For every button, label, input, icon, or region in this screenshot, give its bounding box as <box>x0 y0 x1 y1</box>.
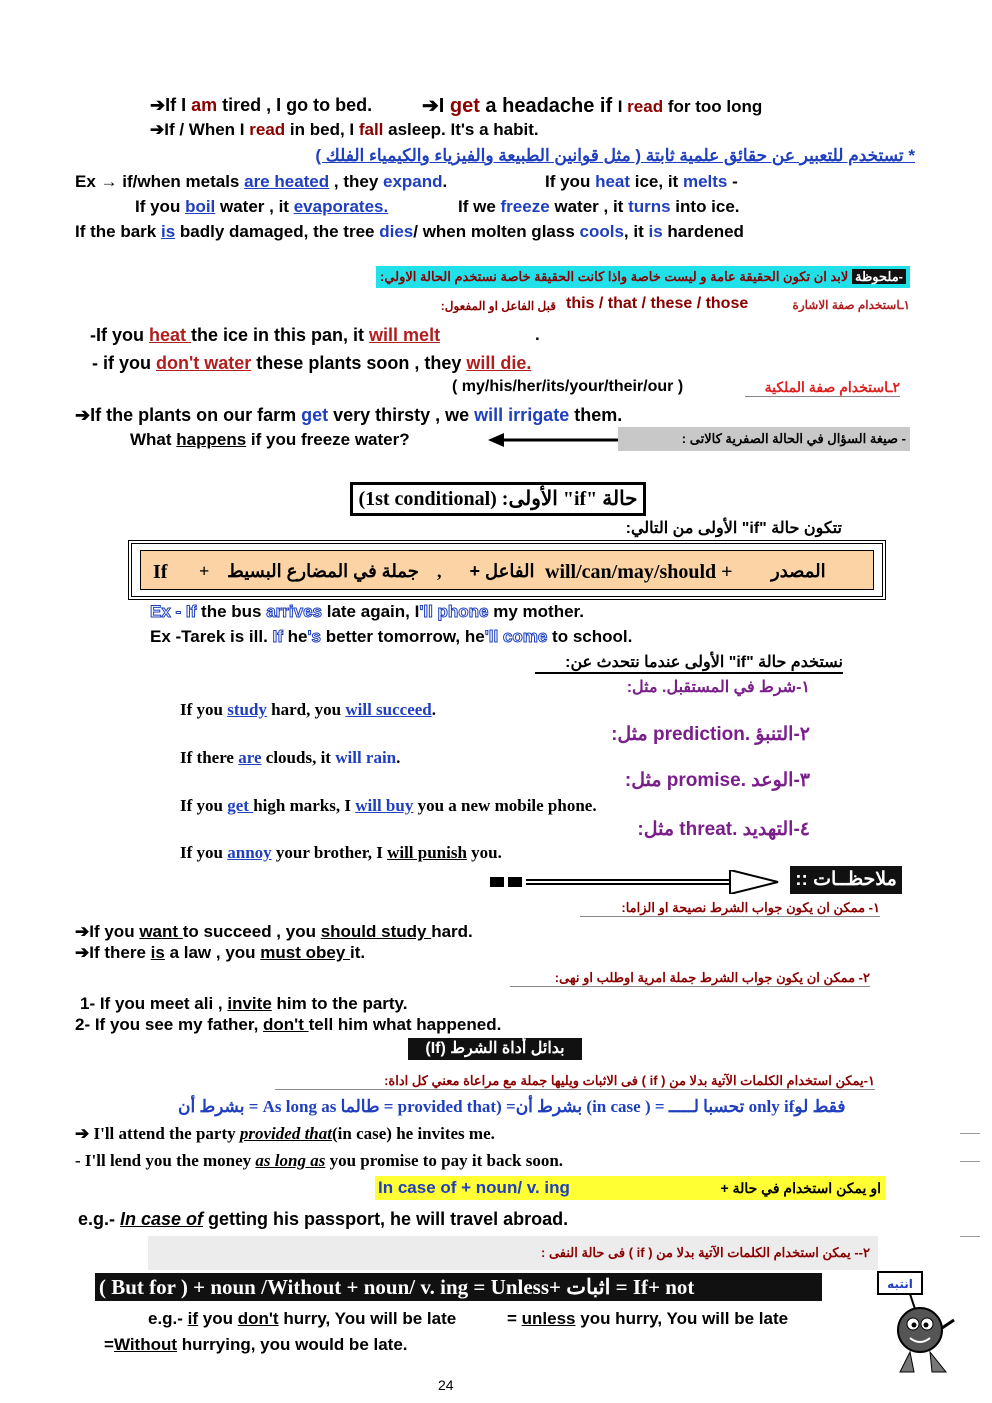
notes-n2-ex2: 2- If you see my father, don't tell him what happened. <box>75 1015 502 1034</box>
alternatives-rule2: ٢-- يمكن استخدام الكلمات الآتية بدلا من ( if ) فى حالة النفى : <box>148 1236 878 1270</box>
note1-label: -ملحوظة <box>852 269 906 284</box>
formula-modal: will/can/may/should + <box>545 561 733 583</box>
note1-poss-words: ( my/his/her/its/your/their/our ) <box>452 378 684 395</box>
formula-base: المصدر <box>771 561 826 581</box>
formula-box <box>128 540 886 600</box>
use-example-3: If you get high marks, I will buy you a new mobile phone. <box>180 796 597 815</box>
use-example-4: If you annoy your brother, I will punish you. <box>180 843 502 862</box>
note1-question-label: - صيغة السؤال في الحالة الصفرية كالاتى : <box>618 427 910 451</box>
intro-line-2: ➔If / When I read in bed, I fall asleep. It's a habit. <box>150 120 539 139</box>
intro-line-3: * تستخدم للتعبير عن حقائق علمية ثابتة ( مثل قوانين الطبيعة والفيزياء والكيمياء الفلك ) <box>315 146 915 165</box>
incase-bar <box>375 1176 885 1200</box>
first-conditional-title-box <box>350 482 646 516</box>
note1-ex1: -If you heat the ice in this pan, it will melt <box>90 325 441 345</box>
note1-demo-label: ١ـاستخدام صفة الاشارة <box>792 298 910 312</box>
note1-question: What happens if you freeze water? <box>130 430 410 449</box>
intro-line-5a: If you boil water , it evaporates. <box>135 197 389 216</box>
incase-formula: In case of + noun/ v. ing <box>378 1178 570 1197</box>
formula-present: جملة في المضارع البسيط <box>227 561 419 581</box>
note1-ex3: ➔If the plants on our farm get very thirsty , we will irrigate them. <box>75 405 623 425</box>
notes-n2-ex1: 1- If you meet ali , invite him to the party. <box>80 994 408 1013</box>
use-label-1: ١-شرط في المستقبل. مثل: <box>626 679 810 696</box>
note1-poss-label: ٢ـاستخدام صفة الملكية <box>745 379 900 397</box>
forms-from: تتكون حالة "if" الأولى من التالي: <box>625 520 842 537</box>
alternatives-ex2: - I'll lend you the money as long as you promise to pay it back soon. <box>75 1151 564 1170</box>
notes-n1-ex1: ➔If you want to succeed , you should study hard. <box>75 922 473 941</box>
formula-comma: , <box>437 561 442 581</box>
mascot-label: انتبه <box>887 1277 913 1291</box>
alternatives-ex1: ➔ I'll attend the party provided that(in case) he invites me. <box>75 1124 495 1143</box>
notes-n1-ex2: ➔If there is a law , you must obey it. <box>75 943 366 962</box>
intro-line-4a: Ex → if/when metals are heated , they expand. <box>75 172 448 191</box>
use-example-1: If you study hard, you will succeed. <box>180 700 436 719</box>
alternatives-rule1: ١-يمكن استخدام الكلمات الآتية بدلا من ( if ) فى الاثبات ويليها جملة مع مراعاة معني كل اداة: <box>275 1073 875 1090</box>
use-label-2: ٢-التنبؤ .prediction مثل: <box>611 724 810 745</box>
incase-arabic: او يمكن استخدام في حالة + <box>720 1180 881 1196</box>
use-label-3: ٣-الوعد .promise مثل: <box>624 770 810 791</box>
formula-if: If <box>153 561 168 583</box>
margin-mark <box>960 1236 980 1237</box>
negative-bar: ( But for ) + noun /Without + noun/ v. ing = Unless+ اثبات = If+ not <box>95 1273 822 1301</box>
margin-mark <box>960 1133 980 1134</box>
formula-subject: الفاعل + <box>469 561 535 581</box>
intro-line-4b: If you heat ice, it melts - <box>545 172 738 191</box>
negative-ex1a: e.g.- if you don't hurry, You will be late <box>148 1309 457 1328</box>
formula-plus: + <box>199 561 210 581</box>
note1-demo-note: قبل الفاعل او المفعول: <box>440 299 556 313</box>
fc-ex2: Ex -Tarek is ill. If he's better tomorrow, he'll come to school. <box>150 627 633 646</box>
page-number: 24 <box>438 1377 454 1393</box>
intro-line-6: If the bark is badly damaged, the tree dies/ when molten glass cools, it is hardened <box>75 222 744 241</box>
use-example-2: If there are clouds, it will rain. <box>180 748 401 767</box>
intro-line-1a: ➔If I am tired , I go to bed. <box>150 95 373 115</box>
note1-demo-words: this / that / these / those <box>566 295 749 312</box>
mascot-icon <box>870 1268 958 1378</box>
intro-line-5b: If we freeze water , it turns into ice. <box>458 197 740 216</box>
notes-n1: ١- ممكن ان يكون جواب الشرط نصيحة او الزاما: <box>580 900 880 917</box>
right-arrow-icon <box>490 870 780 894</box>
uses-title: نستخدم حالة "if" الأولى عندما نتحدث عن: <box>535 652 843 674</box>
first-conditional-title: حالة "if" الأولى: (1st conditional) <box>358 488 638 510</box>
notes-n2: ٢- ممكن ان يكون جواب الشرط جملة امرية اوطلب او نهى: <box>510 970 870 987</box>
alternatives-words: بشرط أن = As long as طالما = provided that) =بشرط أن (in case ) = تحسبا لـــــ only ifفقط لو <box>178 1097 846 1116</box>
negative-ex1b: = unless you hurry, You will be late <box>507 1309 789 1328</box>
intro-line-1b: ➔I get a headache if I read for too long <box>422 95 763 117</box>
alternatives-title: بدائل أداة الشرط (If) <box>408 1038 582 1060</box>
notes-title: ملاحظــات :: <box>790 866 902 894</box>
use-label-4: ٤-التهديد .threat مثل: <box>637 819 810 840</box>
fc-ex1: Ex - If the bus arrives late again, I'll phone my mother. <box>150 602 584 621</box>
negative-ex2: =Without hurrying, you would be late. <box>104 1335 408 1354</box>
note1-ex1-dot: . <box>535 325 540 344</box>
margin-mark <box>960 1161 980 1162</box>
left-arrow-icon <box>488 430 620 450</box>
note1-ex2: - if you don't water these plants soon , they will die. <box>92 353 532 373</box>
incase-example: e.g.- In case of getting his passport, he will travel abroad. <box>78 1209 569 1229</box>
note1-bar <box>322 266 910 288</box>
note1-text: لابد ان تكون الحقيقة عامة و ليست خاصة واذا كانت الحقيقة خاصة نستخدم الحالة الاولي: <box>379 269 849 284</box>
